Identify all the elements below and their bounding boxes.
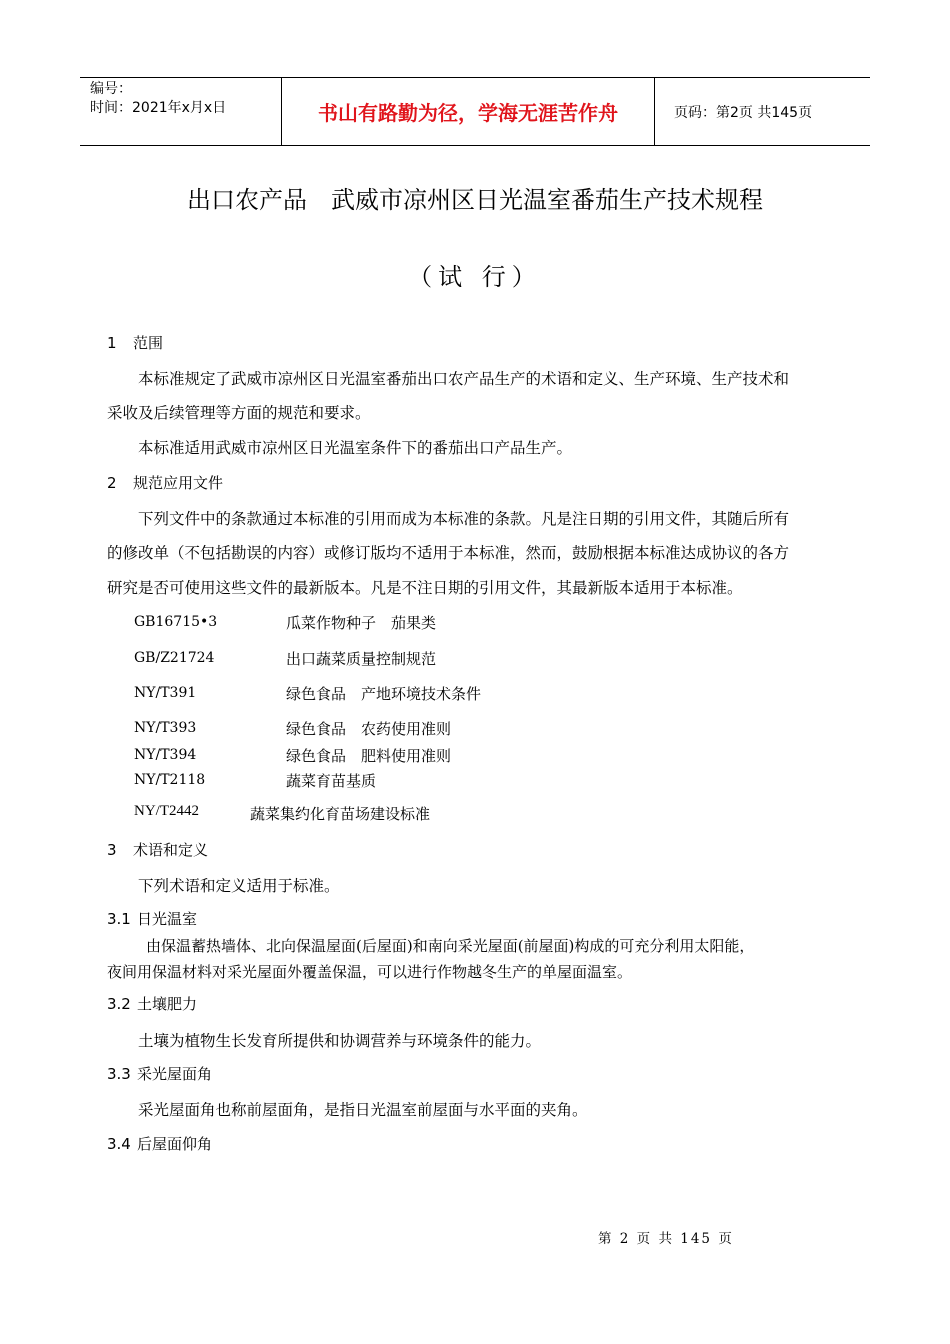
reference-code: GB/Z21724 <box>134 650 215 666</box>
paragraph: 夜间用保温材料对采光屋面外覆盖保温，可以进行作物越冬生产的单屋面温室。 <box>107 963 633 981</box>
section-2-heading <box>107 472 223 493</box>
reference-name: 蔬菜育苗基质 <box>286 772 377 790</box>
section-3-heading <box>107 839 208 860</box>
document-title: 出口农产品 武威市凉州区日光温室番茄生产技术规程 <box>187 186 763 214</box>
section-number: 3.2 <box>107 995 131 1013</box>
reference-code: NY/T2118 <box>134 772 206 788</box>
header-motto: 书山有路勤为径，学海无涯苦作舟 <box>282 78 655 145</box>
section-3-1-heading <box>107 908 197 929</box>
section-3-4-heading <box>107 1133 212 1154</box>
section-title: 规范应用文件 <box>133 474 224 492</box>
reference-name: 出口蔬菜质量控制规范 <box>286 650 437 668</box>
reference-name: 绿色食品 农药使用准则 <box>286 720 452 738</box>
time-label: 时间：2021年x月x日 <box>90 100 227 116</box>
paragraph: 采收及后续管理等方面的规范和要求。 <box>107 404 371 422</box>
section-number: 3.1 <box>107 910 131 928</box>
section-3-3-heading <box>107 1063 212 1084</box>
paragraph: 本标准规定了武威市凉州区日光温室番茄出口农产品生产的术语和定义、生产环境、生产技术和 <box>138 370 790 388</box>
paragraph: 研究是否可使用这些文件的最新版本。凡是不注日期的引用文件，其最新版本适用于本标准。 <box>107 579 743 597</box>
section-title: 日光温室 <box>137 910 198 928</box>
reference-row <box>134 683 196 701</box>
section-3-2-heading <box>107 993 197 1014</box>
section-1-heading <box>107 332 163 353</box>
header-meta-cell <box>80 78 282 145</box>
reference-row <box>134 612 217 630</box>
header-table <box>80 77 870 146</box>
reference-name: 蔬菜集约化育苗场建设标准 <box>250 805 431 823</box>
section-title: 土壤肥力 <box>137 995 198 1013</box>
reference-row <box>134 770 205 788</box>
paragraph: 土壤为植物生长发育所提供和协调营养与环境条件的能力。 <box>138 1032 542 1050</box>
page-footer: 第 2 页 共 145 页 <box>598 1231 734 1247</box>
document-subtitle: （试 行） <box>408 263 542 291</box>
reference-name: 绿色食品 产地环境技术条件 <box>286 685 482 703</box>
header-page-info <box>664 78 870 145</box>
section-title: 范围 <box>133 334 164 352</box>
reference-row <box>134 718 196 736</box>
reference-row <box>134 803 199 820</box>
reference-row <box>134 648 214 666</box>
paragraph: 本标准适用武威市凉州区日光温室条件下的番茄出口产品生产。 <box>138 439 573 457</box>
paragraph: 由保温蓄热墙体、北向保温屋面(后屋面)和南向采光屋面(前屋面)构成的可充分利用太阳能， <box>146 937 755 955</box>
paragraph: 下列文件中的条款通过本标准的引用而成为本标准的条款。凡是注日期的引用文件，其随后所有 <box>138 510 790 528</box>
paragraph: 下列术语和定义适用于标准。 <box>138 877 340 895</box>
reference-code: NY/T391 <box>134 685 197 701</box>
paragraph: 的修改单（不包括勘误的内容）或修订版均不适用于本标准，然而，鼓励根据本标准达成协议的各方 <box>107 544 790 562</box>
reference-name: 绿色食品 肥料使用准则 <box>286 747 452 765</box>
reference-code: GB16715•3 <box>134 614 218 630</box>
section-number: 3.4 <box>107 1135 131 1153</box>
number-label: 编号： <box>90 81 132 97</box>
reference-code: NY/T393 <box>134 720 197 736</box>
reference-row <box>134 745 196 763</box>
reference-name: 瓜菜作物种子 茄果类 <box>286 614 437 632</box>
section-title: 后屋面仰角 <box>137 1135 213 1153</box>
section-number: 2 <box>107 474 117 492</box>
section-number: 3 <box>107 841 117 859</box>
section-number: 1 <box>107 334 117 352</box>
section-number: 3.3 <box>107 1065 131 1083</box>
page-info-text: 页码：第2页 共145页 <box>674 104 813 121</box>
section-title: 采光屋面角 <box>137 1065 213 1083</box>
reference-code: NY/T2442 <box>134 803 199 819</box>
reference-code: NY/T394 <box>134 747 197 763</box>
section-title: 术语和定义 <box>133 841 209 859</box>
paragraph: 采光屋面角也称前屋面角，是指日光温室前屋面与水平面的夹角。 <box>138 1101 588 1119</box>
